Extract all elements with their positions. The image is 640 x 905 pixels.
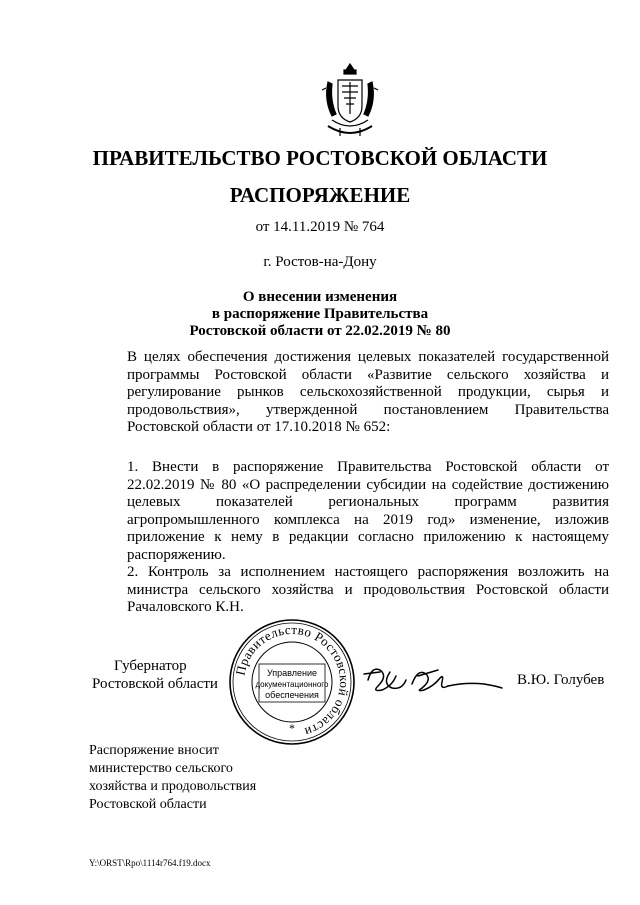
item-1: 1. Внести в распоряжение Правительства Ростовской области от 22.02.2019 № 80 «О распределении субсидии на содействие достижению целевых показателей региональных программ развития агропромышленного комплекса на 2019 год» изменение, изложив приложение к нему в редакции согласно приложению к настоящему распоряжению.: [127, 459, 609, 563]
handwritten-signature: [362, 650, 512, 710]
position-line: Губернатор: [114, 658, 187, 674]
subject-line: Ростовской области от 22.02.2019 № 80: [189, 323, 451, 339]
item-2: 2. Контроль за исполнением настоящего распоряжения возложить на министра сельского хозяйства и продовольствия Ростовской области Рачаловского К.Н.: [127, 564, 609, 615]
coat-of-arms-emblem: [318, 60, 382, 142]
position-line: Ростовской области: [92, 676, 218, 692]
stamp-center-line: Управление: [266, 668, 318, 678]
date-number: от 14.11.2019 № 764: [255, 219, 385, 235]
submitted-line: Ростовской области: [89, 797, 207, 812]
stamp-ring-text: Правительство Ростовской области: [232, 621, 353, 741]
subject-line: в распоряжение Правительства: [211, 306, 429, 322]
signatory-name: В.Ю. Голубев: [517, 672, 605, 688]
submitted-line: хозяйства и продовольствия: [89, 779, 257, 794]
preamble-paragraph: [89, 349, 609, 437]
items-list: [89, 459, 609, 617]
stamp-center-line: обеспечения: [265, 690, 319, 700]
submitted-line: министерство сельского: [89, 761, 233, 776]
subject-line: О внесении изменения: [242, 289, 398, 305]
submitted-by: [89, 742, 256, 814]
city: г. Ростов-на-Дону: [263, 254, 377, 270]
document-type: РАСПОРЯЖЕНИЕ: [229, 183, 411, 207]
subject: [0, 289, 640, 340]
file-path-footer: Y:\ORST\Rpo\1114r764.f19.docx: [89, 858, 211, 868]
submitted-line: Распоряжение вносит: [89, 743, 219, 758]
official-stamp: [228, 618, 356, 746]
preamble-text: В целях обеспечения достижения целевых показателей государственной программы Ростовской области «Развитие сельского хозяйства и регулирование рынков сельскохозяйственной продукции, сырья и продовольствия», утвержденной постановлением Правительства Ростовской области от 17.10.2018 № 652:: [127, 349, 609, 435]
stamp-center-line: документационного: [255, 680, 329, 689]
signatory-position: [92, 657, 218, 693]
government-title: ПРАВИТЕЛЬСТВО РОСТОВСКОЙ ОБЛАСТИ: [92, 146, 548, 170]
svg-text:*: *: [289, 721, 295, 735]
